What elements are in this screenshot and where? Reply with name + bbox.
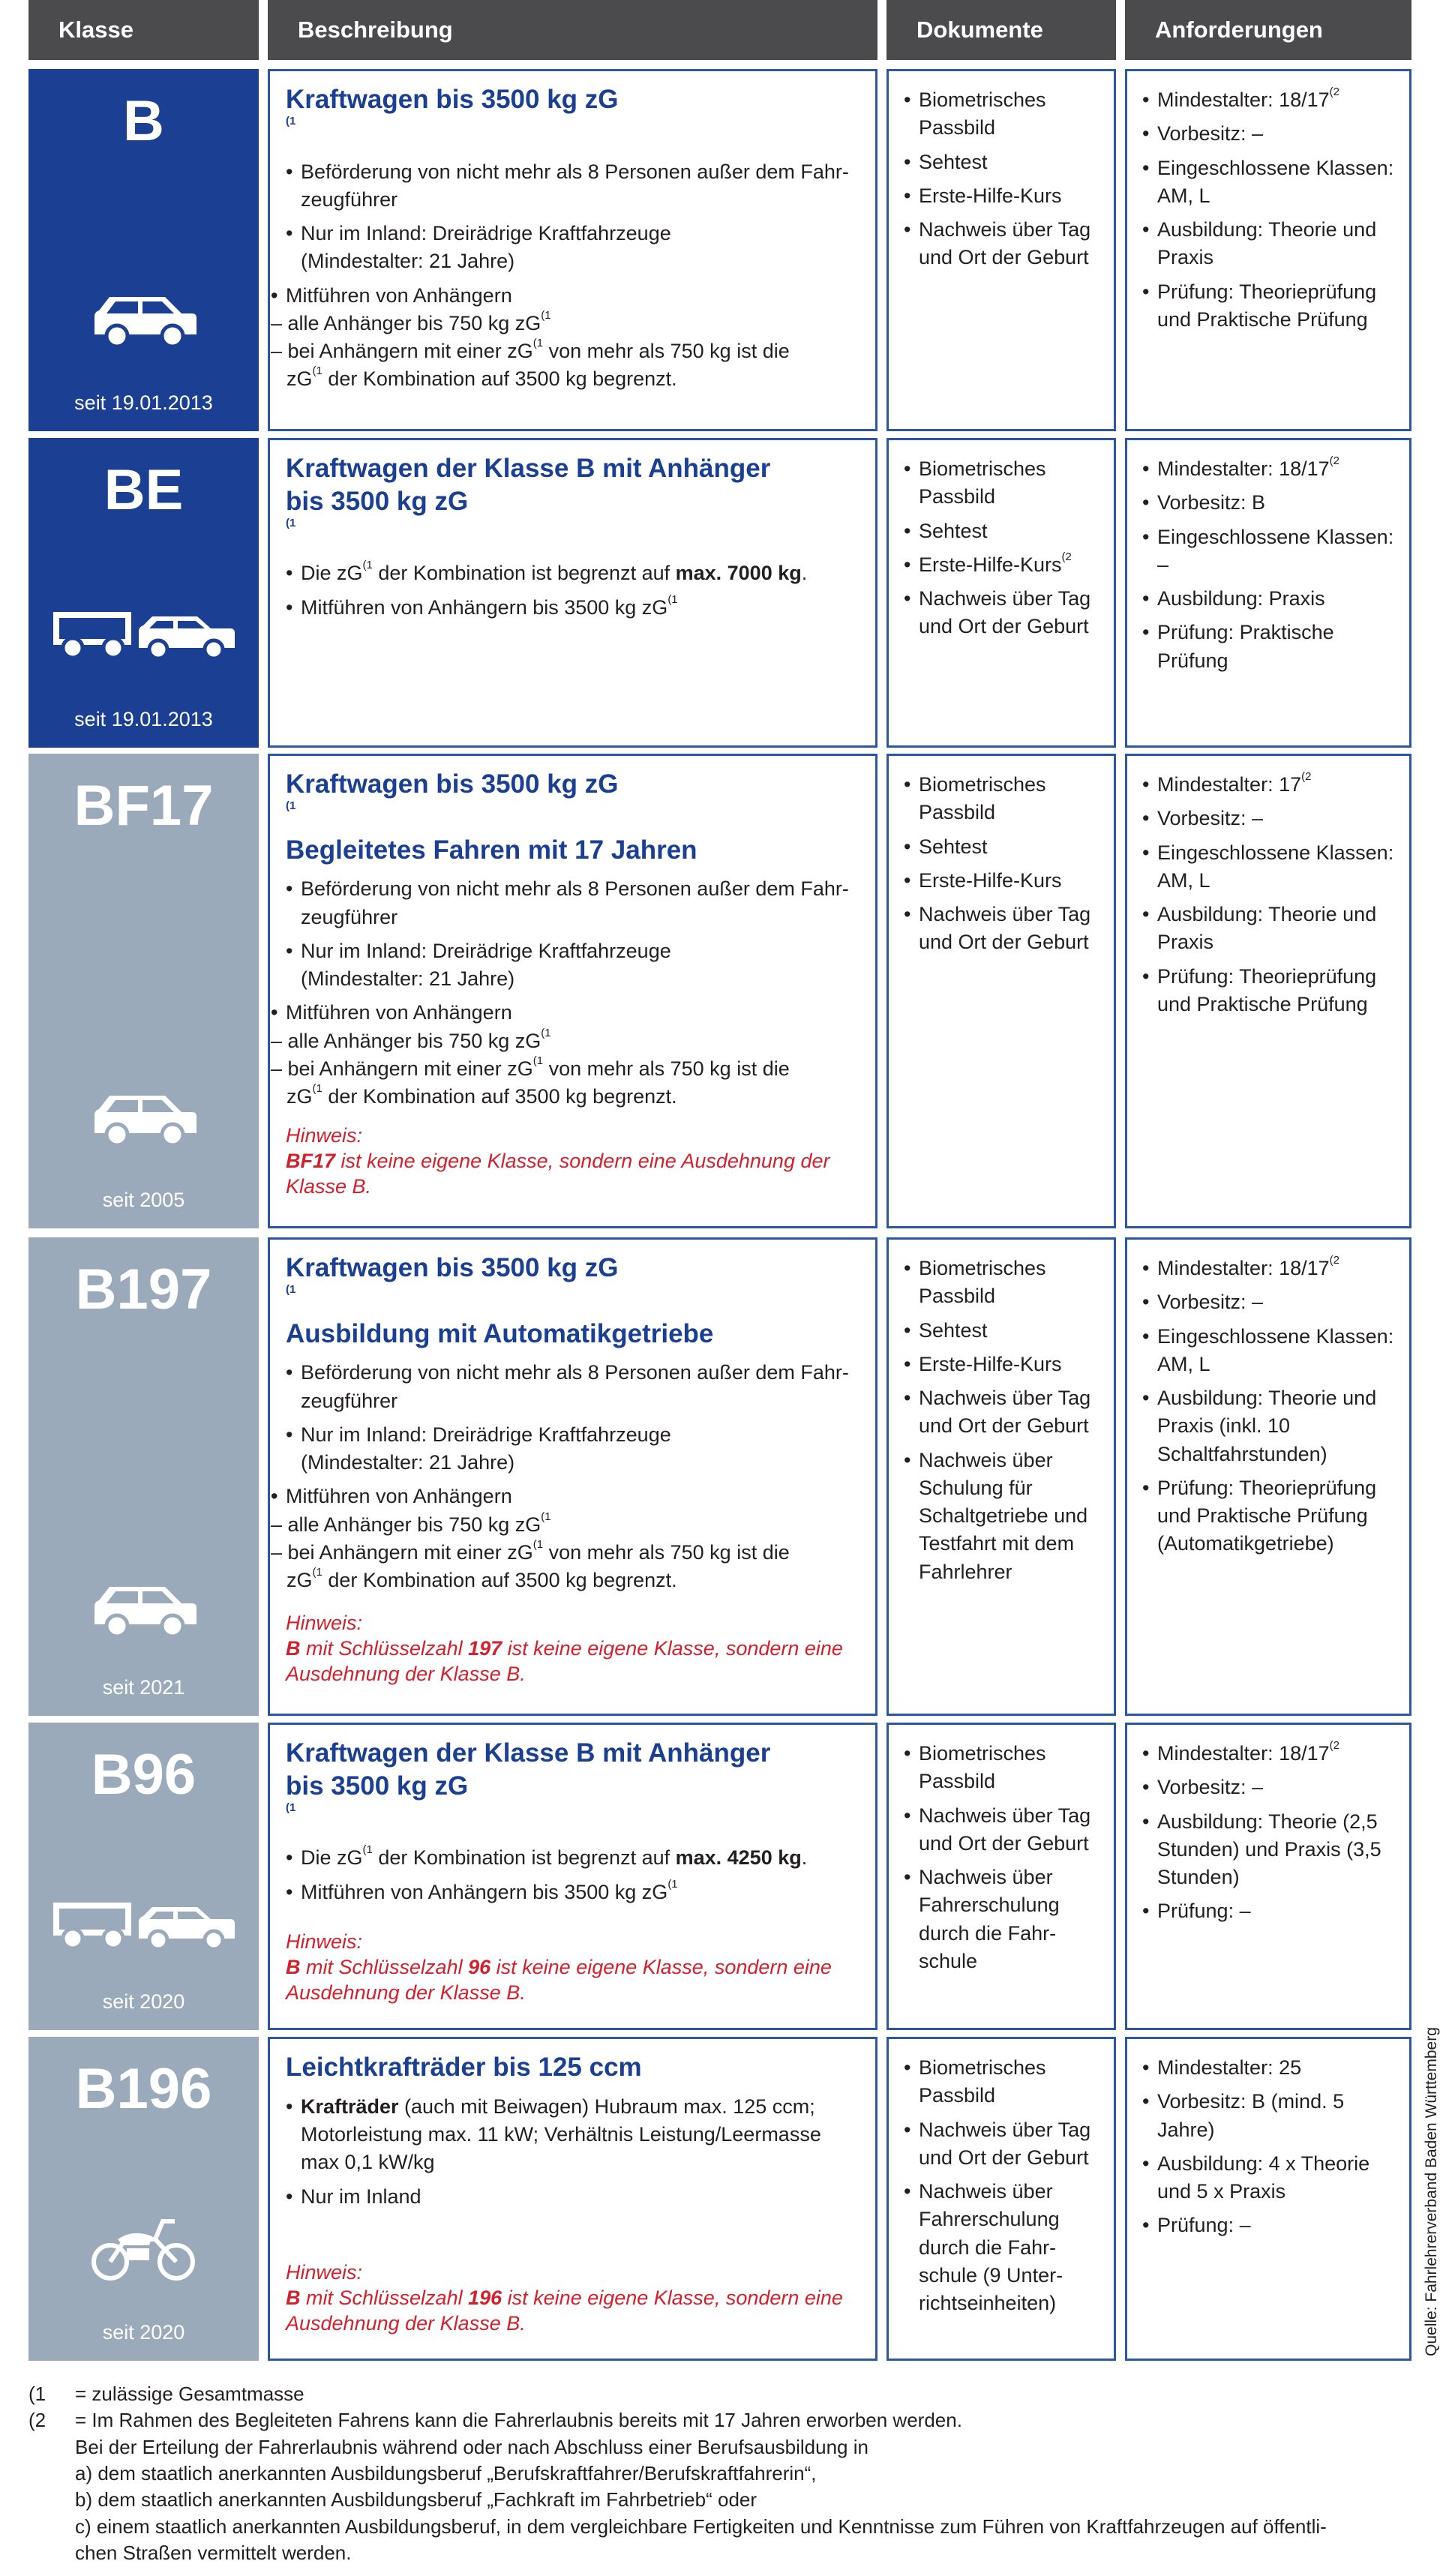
row-title bbox=[286, 83, 860, 149]
header-dokumente-label: Dokumente bbox=[916, 16, 1043, 43]
list-item: • Erste-Hilfe-Kurs bbox=[904, 182, 1106, 210]
class-cell-b96 bbox=[28, 1723, 259, 2030]
title-line-1: Kraftwagen der Klasse B mit Anhänger bbox=[286, 454, 771, 483]
list-item: • Eingeschlossene Klassen: AM, L bbox=[1142, 1323, 1402, 1379]
sub-item: – alle Anhänger bis 750 kg zG bbox=[271, 311, 542, 334]
list-item: • • Mitführen von Anhängern – alle Anhänger bis 750 kg $zG^{(1}$ – bei Anhängern mit einer $zG^{(1}$ von mehr als 750 kg ist die $zG^{(1}$ der Kombination auf 3500 kg begrenzt. bbox=[271, 999, 860, 1111]
title-line-1: Kraftwagen bis 3500 kg zG bbox=[286, 769, 619, 799]
footnote-marker: (1 bbox=[286, 114, 296, 127]
car-icon bbox=[28, 1093, 259, 1147]
footnote-marker: (1 bbox=[541, 308, 551, 322]
list-item: • Vorbesitz: – bbox=[1142, 1288, 1402, 1316]
item-text-cont: (Mindestalter: 21 Jahre) bbox=[301, 250, 515, 273]
documents-list bbox=[904, 1740, 1106, 1975]
header-beschreibung bbox=[268, 0, 878, 60]
hint-label: Hinweis: bbox=[286, 1611, 363, 1634]
title-line-2: Ausbildung mit Automatikgetriebe bbox=[286, 1318, 714, 1348]
car-icon bbox=[28, 1584, 259, 1638]
item-text: Nur im Inland: Dreirädrige Kraftfahrzeuge bbox=[301, 939, 671, 962]
class-label: B96 bbox=[91, 1743, 196, 1807]
list-item bbox=[286, 1421, 860, 1477]
title-line-1: Leichtkrafträder bis 125 ccm bbox=[286, 2053, 642, 2082]
footnote-marker: (1 bbox=[532, 1054, 544, 1067]
footnote-marker: (1 bbox=[286, 516, 296, 529]
hint-note bbox=[286, 2260, 860, 2336]
footnote-marker: (2 bbox=[1329, 1739, 1340, 1752]
requirements-list bbox=[1142, 1740, 1402, 1926]
class-label: B196 bbox=[75, 2057, 212, 2121]
documents-list bbox=[904, 2054, 1106, 2317]
sub-item-cont: der Kombination auf 3500 kg begrenzt. bbox=[322, 1569, 677, 1591]
description-list bbox=[286, 2093, 860, 2211]
item-text-cont: der Kombination ist begrenzt auf bbox=[372, 562, 676, 585]
description-cell-b96 bbox=[268, 1723, 878, 2030]
footnote-marker: (2 bbox=[1329, 454, 1340, 467]
list-item: • Biometrisches Passbild bbox=[904, 1740, 1106, 1796]
footnote-marker: (1 bbox=[668, 592, 678, 606]
hint-text: ist keine eigene Klasse, sondern eine Ausdehnung der Klasse B. bbox=[286, 1636, 843, 1685]
item-text-cont: zeugführer bbox=[301, 905, 398, 928]
list-item: • • Mitführen von Anhängern – alle Anhänger bis 750 kg $zG^{(1}$ – bei Anhängern mit einer $zG^{(1}$ von mehr als 750 kg ist die $zG^{(1}$ der Kombination auf 3500 kg begrenzt. bbox=[271, 1483, 860, 1594]
item-text: Erste-Hilfe-Kurs bbox=[919, 553, 1062, 576]
hint-number: 197 bbox=[468, 1636, 502, 1660]
title-line-1: Kraftwagen bis 3500 kg zG bbox=[286, 1253, 619, 1282]
hint-label: Hinweis: bbox=[286, 1123, 363, 1147]
class-cell-b bbox=[28, 69, 259, 431]
documents-list bbox=[904, 455, 1106, 641]
header-anforderungen bbox=[1125, 0, 1412, 60]
list-item: • Mindestalter: 25 bbox=[1142, 2054, 1402, 2082]
list-item bbox=[286, 594, 860, 622]
list-item: • Nachweis über Tag und Ort der Geburt bbox=[904, 901, 1106, 957]
footnote-marker: (1 bbox=[286, 1801, 296, 1814]
footnote-text: = zulässige Gesamtmasse bbox=[75, 2383, 304, 2405]
item-text-cont: (Mindestalter: 21 Jahre) bbox=[301, 1451, 515, 1474]
list-item: • Ausbildung: Theorie und Praxis bbox=[1142, 901, 1402, 957]
documents-cell-b96 bbox=[886, 1723, 1116, 2030]
list-item: • Die $zG^{(1}$ der Kombination ist begrenzt auf max. 7000 kg. bbox=[286, 559, 860, 587]
list-item: • Erste-Hilfe-Kurs bbox=[904, 867, 1106, 895]
hint-note bbox=[286, 1123, 860, 1199]
list-item: • Ausbildung: Theorie und Praxis bbox=[1142, 216, 1402, 272]
list-item: • Sehtest bbox=[904, 148, 1106, 176]
since-date: seit 2005 bbox=[102, 1189, 185, 1211]
list-item: • Nachweis über Fahrerschulung durch die Fahr-schule (9 Unter-richtseinheiten) bbox=[904, 2178, 1106, 2317]
footnote-marker: (1 bbox=[312, 1082, 322, 1095]
class-cell-bf17 bbox=[28, 754, 259, 1228]
source-text: Quelle: Fahrlehrerverband Baden Württemberg bbox=[1423, 2027, 1440, 2356]
item-bold: max. 7000 kg bbox=[675, 562, 802, 585]
row-title bbox=[286, 1737, 860, 1835]
description-list bbox=[271, 158, 860, 394]
list-item: • Nur im Inland bbox=[286, 2183, 860, 2211]
hint-mid: mit Schlüsselzahl bbox=[300, 2286, 469, 2309]
list-item: • Vorbesitz: – bbox=[1142, 120, 1402, 148]
requirements-cell-bf17 bbox=[1125, 754, 1412, 1228]
trailer-car-icon bbox=[28, 1897, 259, 1952]
item-text: Mitführen von Anhängern bbox=[286, 1485, 512, 1508]
list-item bbox=[904, 551, 1106, 579]
description-cell-be bbox=[268, 438, 878, 748]
description-list bbox=[271, 1359, 860, 1594]
description-cell-b196 bbox=[268, 2037, 878, 2361]
hint-text: ist keine eigene Klasse, sondern eine Ausdehnung der Klasse B. bbox=[286, 2286, 843, 2335]
item-text: Mindestalter: 18/17 bbox=[1157, 88, 1330, 111]
class-label: B197 bbox=[75, 1258, 212, 1321]
item-text-cont: zeugführer bbox=[301, 1389, 398, 1412]
footnote-mark: (1 bbox=[28, 2383, 46, 2405]
hint-bold: B bbox=[286, 2286, 301, 2309]
class-label: BF17 bbox=[74, 774, 214, 838]
documents-cell-b197 bbox=[886, 1237, 1116, 1716]
documents-list bbox=[904, 86, 1106, 272]
footnote-marker: (1 bbox=[362, 559, 373, 572]
list-item bbox=[286, 2093, 860, 2177]
footnote-line: c) einem staatlich anerkannten Ausbildungsberuf, in dem vergleichbare Fertigkeiten und Kenntnisse zum Führen von Kraftfahrzeugen auf öffentli- bbox=[75, 2515, 1327, 2538]
requirements-list bbox=[1142, 771, 1402, 1018]
documents-cell-b196 bbox=[886, 2037, 1116, 2361]
list-item: • Die $zG^{(1}$ der Kombination ist begrenzt auf max. 4250 kg. bbox=[286, 1844, 860, 1872]
header-klasse-label: Klasse bbox=[58, 16, 134, 43]
requirements-list bbox=[1142, 86, 1402, 334]
footnote-marker: (2 bbox=[1061, 550, 1072, 563]
sub-item-cont: von mehr als 750 kg ist die bbox=[543, 1540, 790, 1564]
hint-label: Hinweis: bbox=[286, 2260, 363, 2284]
since-date: seit 19.01.2013 bbox=[74, 708, 213, 730]
since-date: seit 2020 bbox=[102, 1990, 185, 2013]
list-item bbox=[286, 220, 860, 276]
item-text: Beförderung von nicht mehr als 8 Personen außer dem Fahr- bbox=[301, 877, 849, 901]
item-text: Nur im Inland: Dreirädrige Kraftfahrzeuge bbox=[301, 1423, 671, 1446]
footnote-marker: (2 bbox=[1301, 770, 1312, 783]
sub-item-cont: von mehr als 750 kg ist die bbox=[543, 1057, 790, 1080]
sub-item-cont: von mehr als 750 kg ist die bbox=[543, 340, 790, 362]
list-item: • Biometrisches Passbild bbox=[904, 86, 1106, 142]
since-date: seit 2021 bbox=[102, 1676, 185, 1699]
list-item: • Nachweis über Tag und Ort der Geburt bbox=[904, 1802, 1106, 1858]
requirements-list bbox=[1142, 455, 1402, 675]
hint-bold: B bbox=[286, 1636, 301, 1660]
sub-item: – bei Anhängern mit einer zG bbox=[271, 340, 533, 362]
footnote-mark: (2 bbox=[28, 2409, 46, 2432]
documents-list bbox=[904, 771, 1106, 957]
hint-label: Hinweis: bbox=[286, 1930, 363, 1953]
class-label: BE bbox=[104, 458, 184, 522]
item-text: Beförderung von nicht mehr als 8 Personen außer dem Fahr- bbox=[301, 160, 849, 183]
list-item bbox=[1142, 1255, 1402, 1282]
item-text: Die zG bbox=[301, 562, 363, 585]
item-text: Mindestalter: 18/17 bbox=[1157, 1742, 1330, 1765]
row-title bbox=[286, 1252, 860, 1350]
list-item bbox=[286, 1359, 860, 1415]
header-dokumente bbox=[886, 0, 1116, 60]
item-bold: max. 4250 kg bbox=[675, 1846, 802, 1870]
list-item: • Ausbildung: Theorie (2,5 Stunden) und Praxis (3,5 Stunden) bbox=[1142, 1808, 1402, 1892]
footnote-marker: (1 bbox=[286, 799, 296, 812]
class-cell-b197 bbox=[28, 1237, 259, 1716]
list-item: • Nachweis über Tag und Ort der Geburt bbox=[904, 2116, 1106, 2173]
requirements-cell-b197 bbox=[1125, 1237, 1412, 1716]
footnote-marker: (1 bbox=[541, 1026, 551, 1039]
item-text: Mitführen von Anhängern bis 3500 kg zG bbox=[301, 1880, 668, 1903]
documents-cell-bf17 bbox=[886, 754, 1116, 1228]
description-list bbox=[271, 875, 860, 1111]
description-cell-b197 bbox=[268, 1237, 878, 1716]
list-item: • Prüfung: – bbox=[1142, 1897, 1402, 1925]
requirements-list bbox=[1142, 2054, 1402, 2240]
title-line-2: Begleitetes Fahren mit 17 Jahren bbox=[286, 835, 698, 865]
item-text: Mindestalter: 18/17 bbox=[1157, 457, 1330, 480]
motorcycle-icon bbox=[28, 2217, 259, 2284]
sub-item: zG bbox=[286, 1569, 313, 1591]
footnote-line: Bei der Erteilung der Fahrerlaubnis während oder nach Abschluss einer Berufsausbildung in bbox=[75, 2435, 868, 2458]
row-title bbox=[286, 768, 860, 866]
footnote-marker: (1 bbox=[541, 1510, 551, 1523]
footnote-line: b) dem staatlich anerkannten Ausbildungsberuf „Fachkraft im Fahrbetrieb“ oder bbox=[75, 2488, 758, 2512]
list-item: • Vorbesitz: – bbox=[1142, 805, 1402, 832]
item-text-cont: der Kombination ist begrenzt auf bbox=[372, 1846, 676, 1870]
footnote-line: a) dem staatlich anerkannten Ausbildungsberuf „Berufskraftfahrer/Berufskraftfahrerin“, bbox=[75, 2462, 817, 2485]
footnote-marker: (1 bbox=[532, 1537, 544, 1551]
row-title bbox=[286, 452, 860, 550]
header-klasse bbox=[28, 0, 259, 60]
item-bold: Krafträder bbox=[301, 2095, 399, 2118]
documents-cell-b bbox=[886, 69, 1116, 431]
item-text-cont: zeugführer bbox=[301, 187, 398, 211]
item-text-cont: (Mindestalter: 21 Jahre) bbox=[301, 967, 515, 990]
sub-item: – bei Anhängern mit einer zG bbox=[271, 1057, 533, 1080]
footnote-text: = Im Rahmen des Begleiteten Fahrens kann die Fahrerlaubnis bereits mit 17 Jahren erworben werden. bbox=[75, 2409, 962, 2432]
sub-item: zG bbox=[286, 1085, 313, 1108]
list-item bbox=[286, 875, 860, 931]
list-item: • Prüfung: Theorieprüfung und Praktische Prüfung bbox=[1142, 278, 1402, 334]
class-label: B bbox=[123, 89, 164, 153]
list-item: • Sehtest bbox=[904, 517, 1106, 545]
list-item: • Prüfung: Theorieprüfung und Praktische Prüfung bbox=[1142, 963, 1402, 1019]
list-item: • Nachweis über Fahrerschulung durch die Fahr-schule bbox=[904, 1864, 1106, 1975]
item-text: Mitführen von Anhängern bbox=[286, 1001, 512, 1024]
footnote-2 bbox=[28, 2407, 1408, 2434]
list-item: • Prüfung: – bbox=[1142, 2212, 1402, 2239]
description-cell-bf17 bbox=[268, 754, 878, 1228]
list-item: • Sehtest bbox=[904, 1317, 1106, 1345]
sub-item: – alle Anhänger bis 750 kg zG bbox=[271, 1029, 542, 1052]
list-item: • Eingeschlossene Klassen: AM, L bbox=[1142, 839, 1402, 895]
header-beschreibung-label: Beschreibung bbox=[298, 16, 453, 43]
requirements-cell-b96 bbox=[1125, 1723, 1412, 2030]
hint-text: ist keine eigene Klasse, sondern eine Ausdehnung der Klasse B. bbox=[286, 1955, 832, 2004]
class-cell-b196 bbox=[28, 2037, 259, 2361]
header-anforderungen-label: Anforderungen bbox=[1155, 16, 1323, 43]
since-date: seit 2020 bbox=[102, 2321, 185, 2344]
hint-bold: B bbox=[286, 1955, 301, 1978]
list-item bbox=[1142, 771, 1402, 799]
footnotes bbox=[28, 2381, 1408, 2567]
item-text: Nur im Inland: Dreirädrige Kraftfahrzeuge bbox=[301, 222, 671, 244]
description-cell-b bbox=[268, 69, 878, 431]
list-item: • Nachweis über Tag und Ort der Geburt bbox=[904, 585, 1106, 641]
title-line-1: Kraftwagen der Klasse B mit Anhänger bbox=[286, 1738, 771, 1768]
title-text: Kraftwagen bis 3500 kg zG bbox=[286, 85, 619, 114]
trailer-car-icon bbox=[28, 606, 259, 661]
list-item: • Vorbesitz: B bbox=[1142, 489, 1402, 517]
footnote-marker: (1 bbox=[362, 1843, 373, 1857]
car-icon bbox=[28, 294, 259, 348]
since-date: seit 19.01.2013 bbox=[74, 391, 213, 414]
item-text: Die zG bbox=[301, 1846, 363, 1870]
footnote-marker: (1 bbox=[312, 1566, 322, 1579]
list-item: • Eingeschlossene Klassen: – bbox=[1142, 523, 1402, 580]
class-cell-be bbox=[28, 438, 259, 748]
requirements-cell-b196 bbox=[1125, 2037, 1412, 2361]
list-item: • Eingeschlossene Klassen: AM, L bbox=[1142, 154, 1402, 211]
list-item bbox=[286, 1879, 860, 1906]
list-item: • Nachweis über Tag und Ort der Geburt bbox=[904, 216, 1106, 272]
documents-list bbox=[904, 1255, 1106, 1586]
hint-bold: BF17 bbox=[286, 1149, 336, 1172]
list-item: • Biometrisches Passbild bbox=[904, 1255, 1106, 1311]
hint-text: ist keine eigene Klasse, sondern eine Ausdehnung der Klasse B. bbox=[286, 1149, 830, 1198]
footnote-marker: (1 bbox=[312, 364, 322, 378]
list-item bbox=[1142, 86, 1402, 114]
hint-mid: mit Schlüsselzahl bbox=[300, 1955, 469, 1978]
list-item: • Prüfung: Praktische Prüfung bbox=[1142, 619, 1402, 675]
footnote-1 bbox=[28, 2381, 1408, 2407]
footnote-marker: (2 bbox=[1329, 1254, 1340, 1267]
list-item: • • Mitführen von Anhängern – alle Anhänger bis 750 kg $zG^{(1}$ – bei Anhängern mit einer $zG^{(1}$ von mehr als 750 kg ist die $zG^{(1}$ der Kombination auf 3500 kg begrenzt. bbox=[271, 282, 860, 394]
list-item bbox=[286, 158, 860, 214]
list-item: • Sehtest bbox=[904, 833, 1106, 861]
list-item bbox=[1142, 455, 1402, 483]
hint-mid: mit Schlüsselzahl bbox=[300, 1636, 469, 1660]
sub-item-cont: der Kombination auf 3500 kg begrenzt. bbox=[322, 1085, 677, 1108]
list-item: • Vorbesitz: B (mind. 5 Jahre) bbox=[1142, 2088, 1402, 2144]
sub-item: zG bbox=[286, 367, 313, 391]
title-line-2: bis 3500 kg zG bbox=[286, 1771, 469, 1801]
description-list bbox=[286, 1844, 860, 1906]
row-title bbox=[286, 2051, 860, 2084]
list-item: • Ausbildung: Theorie und Praxis (inkl. 10 Schaltfahrstunden) bbox=[1142, 1384, 1402, 1468]
item-text: Beförderung von nicht mehr als 8 Personen außer dem Fahr- bbox=[301, 1361, 849, 1384]
item-text: Mitführen von Anhängern bis 3500 kg zG bbox=[301, 595, 668, 619]
sub-item: – bei Anhängern mit einer zG bbox=[271, 1540, 533, 1564]
title-line-2: bis 3500 kg zG bbox=[286, 486, 469, 516]
list-item bbox=[1142, 1740, 1402, 1768]
list-item: • Biometrisches Passbild bbox=[904, 771, 1106, 827]
sub-item-cont: der Kombination auf 3500 kg begrenzt. bbox=[322, 367, 677, 391]
hint-number: 96 bbox=[468, 1955, 491, 1978]
list-item bbox=[286, 937, 860, 994]
item-text: Mitführen von Anhängern bbox=[286, 283, 512, 307]
list-item: • Biometrisches Passbild bbox=[904, 455, 1106, 511]
footnote-marker: (1 bbox=[668, 1877, 678, 1891]
list-item: • Biometrisches Passbild bbox=[904, 2054, 1106, 2110]
description-list bbox=[286, 559, 860, 622]
requirements-cell-b bbox=[1125, 69, 1412, 431]
hint-note bbox=[286, 1929, 860, 2005]
sub-item: – alle Anhänger bis 750 kg zG bbox=[271, 1513, 542, 1536]
footnote-marker: (1 bbox=[532, 337, 544, 349]
list-item: • Ausbildung: 4 x Theorie und 5 x Praxis bbox=[1142, 2150, 1402, 2206]
footnote-line: chen Straßen vermittelt werden. bbox=[75, 2542, 352, 2565]
requirements-cell-be bbox=[1125, 438, 1412, 748]
list-item: • Nachweis über Tag und Ort der Geburt bbox=[904, 1384, 1106, 1441]
list-item: • Erste-Hilfe-Kurs bbox=[904, 1351, 1106, 1378]
footnote-marker: (1 bbox=[286, 1282, 296, 1296]
hint-number: 196 bbox=[468, 2286, 502, 2309]
list-item: • Nachweis über Schulung für Schaltgetriebe und Testfahrt mit dem Fahrlehrer bbox=[904, 1447, 1106, 1586]
list-item: • Prüfung: Theorieprüfung und Praktische Prüfung (Automatikgetriebe) bbox=[1142, 1474, 1402, 1558]
hint-note bbox=[286, 1610, 860, 1687]
list-item: • Vorbesitz: – bbox=[1142, 1774, 1402, 1801]
item-text: Mindestalter: 17 bbox=[1157, 773, 1302, 796]
requirements-list bbox=[1142, 1255, 1402, 1558]
footnote-marker: (2 bbox=[1329, 85, 1340, 98]
list-item: • Ausbildung: Praxis bbox=[1142, 585, 1402, 613]
documents-cell-be bbox=[886, 438, 1116, 748]
item-text: Mindestalter: 18/17 bbox=[1157, 1257, 1330, 1279]
item-text: (auch mit Beiwagen) Hubraum max. 125 ccm; Motorleistung max. 11 kW; Verhältnis Leistung/Leermasse max 0,1 kW/kg bbox=[301, 2095, 821, 2174]
